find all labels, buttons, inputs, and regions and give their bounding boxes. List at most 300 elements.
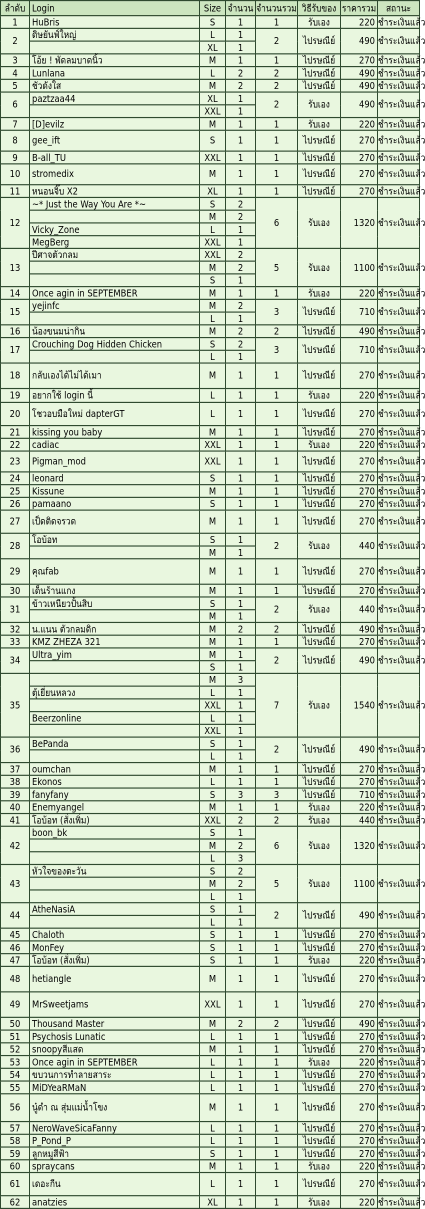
price-cell: 490 [341, 92, 378, 117]
qty-cell: 2 [226, 877, 256, 890]
login-name: Enemyangel [30, 801, 200, 814]
price-cell: 490 [341, 67, 378, 80]
login-name: Vicky_Zone [30, 223, 200, 236]
order-number: 56 [1, 1094, 30, 1122]
table-row [1, 151, 420, 164]
qty-cell: 2 [226, 839, 256, 852]
login-name: น้องขนมน่ากิน [30, 325, 200, 338]
size-cell: L [200, 1030, 226, 1043]
qty-cell: 2 [226, 197, 256, 210]
login-name: MonFey [30, 941, 200, 954]
order-number: 40 [1, 801, 30, 814]
table-row [1, 1122, 420, 1135]
payment-status-cell: ชำระเงินแล้ว [378, 117, 425, 130]
qty-cell: 1 [226, 597, 256, 610]
payment-status-cell: ชำระเงินแล้ว [378, 813, 425, 826]
login-name: คุณfab [30, 559, 200, 584]
size-cell: S [200, 1147, 226, 1160]
table-row [1, 597, 420, 610]
size-cell: M [200, 426, 226, 439]
order-number: 32 [1, 622, 30, 635]
order-number: 61 [1, 1173, 30, 1196]
order-number: 17 [1, 338, 30, 363]
size-cell: L [200, 852, 226, 865]
qty-cell: 1 [226, 966, 256, 991]
login-name: Beerzonline [30, 712, 200, 725]
order-number: 24 [1, 472, 30, 485]
price-cell: 270 [341, 1147, 378, 1160]
qty-cell: 1 [226, 350, 256, 363]
payment-status-cell: ชำระเงินแล้ว [378, 1134, 425, 1147]
qty-cell: 2 [226, 67, 256, 80]
login-name: โอบ้อท [30, 533, 200, 546]
price-cell: 490 [341, 622, 378, 635]
login-name [30, 724, 200, 737]
table-row [1, 451, 420, 472]
payment-status-cell: ชำระเงินแล้ว [378, 402, 420, 425]
order-number: 1 [1, 16, 30, 29]
price-cell: 490 [341, 28, 378, 53]
order-number: 11 [1, 185, 30, 198]
qty-cell: 1 [226, 426, 256, 439]
table-row [1, 197, 420, 210]
total-qty-cell: 1 [256, 928, 298, 941]
price-cell: 220 [341, 118, 378, 131]
qty-cell: 1 [226, 903, 256, 916]
delivery-method-cell: ไปรษณีย์ [298, 635, 341, 648]
delivery-method-cell: รับเอง [298, 1056, 341, 1069]
price-cell: 1100 [341, 248, 378, 286]
payment-status-cell: ชำระเงินแล้ว [378, 28, 420, 53]
order-number: 43 [1, 864, 30, 902]
total-qty-cell: 2 [256, 67, 298, 80]
payment-status-cell: ชำระเงินแล้ว [378, 472, 425, 484]
order-number: 28 [1, 533, 30, 558]
delivery-method-cell: ไปรษณีย์ [298, 1081, 341, 1094]
delivery-method-cell: ไปรษณีย์ [298, 648, 341, 673]
login-name: fanyfany [30, 788, 200, 801]
login-name: leonard [30, 472, 200, 485]
qty-cell: 1 [226, 41, 256, 54]
price-cell: 270 [341, 928, 378, 941]
payment-status-cell: ชำระเงินแล้ว [378, 1081, 425, 1093]
qty-cell: 1 [226, 151, 256, 164]
qty-cell: 1 [226, 1122, 256, 1135]
total-qty-cell: 2 [256, 92, 298, 117]
delivery-method-cell: ไปรษณีย์ [298, 1030, 341, 1043]
total-qty-cell: 6 [256, 826, 298, 864]
payment-status-cell: ชำระเงินแล้ว [378, 130, 420, 151]
size-cell: M [200, 635, 226, 648]
delivery-method-cell: รับเอง [298, 864, 341, 902]
price-cell: 270 [341, 584, 378, 597]
order-number: 12 [1, 197, 30, 248]
qty-cell: 1 [226, 1173, 256, 1196]
payment-status-cell: ชำระเงินแล้ว [378, 648, 420, 673]
size-cell: L [200, 686, 226, 699]
size-cell: XL [200, 185, 226, 198]
payment-status-cell: ชำระเงินแล้ว [378, 941, 425, 953]
table-row [1, 426, 420, 439]
total-qty-cell: 1 [256, 130, 298, 151]
price-cell: 270 [341, 1122, 378, 1135]
table-row [1, 185, 420, 198]
login-name: cadiac [30, 438, 200, 451]
login-name: โชวอบมือใหม่ dapterGT [30, 402, 200, 425]
size-cell: XXL [200, 151, 226, 164]
payment-status-cell: ชำระเงินแล้ว [378, 299, 420, 324]
delivery-method-cell: รับเอง [298, 826, 341, 864]
login-name: Ultra_yim [30, 648, 200, 661]
delivery-method-cell: ไปรษณีย์ [298, 485, 341, 498]
size-cell: L [200, 712, 226, 725]
size-cell: L [200, 389, 226, 403]
total-qty-cell: 1 [256, 1196, 298, 1209]
total-qty-cell: 3 [256, 338, 298, 363]
login-name: Pigman_mod [30, 451, 200, 472]
size-cell: XL [200, 41, 226, 54]
order-number: 22 [1, 438, 30, 451]
price-cell: 220 [341, 1196, 378, 1209]
price-cell: 270 [341, 363, 378, 388]
size-cell: S [200, 16, 226, 29]
price-cell: 490 [341, 737, 378, 762]
payment-status-cell: ชำระเงินแล้ว [378, 1055, 425, 1068]
price-cell: 220 [341, 1056, 378, 1069]
qty-cell: 1 [226, 164, 256, 185]
order-number: 38 [1, 775, 30, 788]
price-cell: 270 [341, 54, 378, 67]
delivery-method-cell: ไปรษณีย์ [298, 1043, 341, 1056]
qty-cell: 1 [226, 451, 256, 472]
order-number: 23 [1, 451, 30, 472]
login-name: spraycans [30, 1160, 200, 1173]
qty-cell: 1 [226, 928, 256, 941]
table-row [1, 1081, 420, 1094]
total-qty-cell: 1 [256, 584, 298, 597]
size-cell: L [200, 223, 226, 236]
total-qty-cell: 1 [256, 775, 298, 788]
delivery-method-cell: รับเอง [298, 814, 341, 827]
order-number: 29 [1, 559, 30, 584]
delivery-method-cell: รับเอง [298, 16, 341, 29]
qty-cell: 1 [226, 1160, 256, 1173]
size-cell: S [200, 941, 226, 954]
delivery-method-cell: รับเอง [298, 954, 341, 967]
table-row [1, 788, 420, 801]
order-number: 39 [1, 788, 30, 801]
delivery-method-cell: รับเอง [298, 1160, 341, 1173]
total-qty-cell: 1 [256, 559, 298, 584]
size-cell: L [200, 1081, 226, 1094]
order-number: 2 [1, 28, 30, 53]
qty-cell: 1 [226, 363, 256, 388]
qty-cell: 1 [226, 28, 256, 41]
payment-status-cell: ชำระเงินแล้ว [378, 992, 420, 1017]
login-name: นู๋ดำ ณ สุ่มแม่น้ำโขง [30, 1094, 200, 1122]
qty-cell: 1 [226, 274, 256, 287]
size-cell: XXL [200, 438, 226, 451]
qty-cell: 3 [226, 852, 256, 865]
price-cell: 710 [341, 299, 378, 324]
qty-cell: 1 [226, 472, 256, 485]
price-cell: 220 [341, 438, 378, 451]
size-cell: M [200, 801, 226, 814]
payment-status-cell: ชำระเงินแล้ว [378, 164, 420, 185]
size-cell: S [200, 533, 226, 546]
total-qty-cell: 2 [256, 28, 298, 53]
qty-cell: 1 [226, 1094, 256, 1122]
size-cell: S [200, 274, 226, 287]
total-qty-cell: 1 [256, 287, 298, 300]
size-cell: M [200, 877, 226, 890]
order-number: 20 [1, 402, 30, 425]
size-cell: S [200, 928, 226, 941]
qty-cell: 2 [226, 622, 256, 635]
table-row [1, 497, 420, 510]
total-qty-cell: 6 [256, 197, 298, 248]
size-cell: S [200, 197, 226, 210]
order-number: 48 [1, 966, 30, 991]
login-name [30, 839, 200, 852]
table-row [1, 338, 420, 351]
price-cell: 270 [341, 966, 378, 991]
price-cell: 1540 [341, 673, 378, 737]
login-name [30, 105, 200, 118]
delivery-method-cell: รับเอง [298, 801, 341, 814]
payment-status-cell: ชำระเงินแล้ว [378, 928, 425, 941]
table-row [1, 1134, 420, 1147]
payment-status-cell: ชำระเงินแล้ว [378, 953, 425, 966]
qty-cell: 1 [226, 236, 256, 249]
order-number: 50 [1, 1017, 30, 1030]
delivery-method-cell: ไปรษณีย์ [298, 325, 341, 338]
delivery-method-cell: ไปรษณีย์ [298, 1068, 341, 1081]
qty-cell: 1 [226, 763, 256, 776]
size-cell: M [200, 1017, 226, 1030]
delivery-method-cell: รับเอง [298, 438, 341, 451]
size-cell: M [200, 79, 226, 92]
total-qty-cell: 5 [256, 248, 298, 286]
total-qty-cell: 1 [256, 151, 298, 164]
price-cell: 270 [341, 402, 378, 425]
table-row [1, 559, 420, 584]
price-cell: 270 [341, 941, 378, 954]
table-row [1, 903, 420, 916]
payment-status-cell: ชำระเงินแล้ว [378, 1160, 425, 1172]
order-number: 35 [1, 673, 30, 737]
total-qty-cell: 2 [256, 1017, 298, 1030]
delivery-method-cell: ไปรษณีย์ [298, 79, 341, 92]
order-number: 15 [1, 299, 30, 324]
header-row [1, 1, 420, 16]
size-cell: L [200, 775, 226, 788]
size-cell: XXL [200, 992, 226, 1017]
delivery-method-cell: รับเอง [298, 248, 341, 286]
qty-cell: 1 [226, 635, 256, 648]
size-cell: M [200, 1043, 226, 1056]
size-cell: S [200, 130, 226, 151]
qty-cell: 1 [226, 92, 256, 105]
delivery-method-cell: ไปรษณีย์ [298, 1134, 341, 1147]
order-number: 4 [1, 67, 30, 80]
table-row [1, 92, 420, 105]
qty-cell: 1 [226, 1147, 256, 1160]
order-number: 26 [1, 497, 30, 510]
login-name [30, 699, 200, 712]
table-row [1, 622, 420, 635]
size-cell: L [200, 67, 226, 80]
table-row [1, 826, 420, 839]
total-qty-cell: 2 [256, 622, 298, 635]
payment-status-cell: ชำระเงินแล้ว [378, 79, 425, 92]
login-name [30, 890, 200, 903]
size-cell: L [200, 28, 226, 41]
payment-status-cell: ชำระเงินแล้ว [378, 363, 420, 388]
qty-cell: 2 [226, 248, 256, 261]
login-name: โอ้ย ! พัดลมบาดนิ้ว [30, 54, 200, 67]
size-cell: L [200, 1134, 226, 1147]
table-row [1, 54, 420, 67]
qty-cell: 1 [226, 686, 256, 699]
price-cell: 270 [341, 1094, 378, 1122]
delivery-method-cell: รับเอง [298, 597, 341, 622]
login-name: kissing you baby [30, 426, 200, 439]
size-cell: XXL [200, 699, 226, 712]
order-number: 60 [1, 1160, 30, 1173]
login-name [30, 877, 200, 890]
total-qty-cell: 1 [256, 1068, 298, 1081]
total-qty-cell: 2 [256, 814, 298, 827]
price-cell: 270 [341, 497, 378, 510]
total-qty-cell: 1 [256, 497, 298, 510]
payment-status-cell: ชำระเงินแล้ว [378, 801, 425, 813]
price-cell: 270 [341, 1134, 378, 1147]
table-row [1, 438, 420, 451]
login-name: โอบ้อท (สั่งเพิ่ม) [30, 954, 200, 967]
total-qty-cell: 1 [256, 185, 298, 198]
qty-cell: 1 [226, 559, 256, 584]
price-cell: 270 [341, 635, 378, 648]
payment-status-cell: ชำระเงินแล้ว [378, 788, 425, 800]
login-name [30, 750, 200, 763]
delivery-method-cell: ไปรษณีย์ [298, 622, 341, 635]
delivery-method-cell: ไปรษณีย์ [298, 338, 341, 363]
price-cell: 490 [341, 648, 378, 673]
login-name [30, 546, 200, 559]
price-cell: 270 [341, 451, 378, 472]
size-cell: M [200, 1160, 226, 1173]
login-name: ตุ้เยี่ยนหลวง [30, 686, 200, 699]
header-no: ลำดับ [1, 1, 30, 16]
table-row [1, 941, 420, 954]
total-qty-cell: 1 [256, 1056, 298, 1069]
login-name: KMZ ZHEZA 321 [30, 635, 200, 648]
total-qty-cell: 1 [256, 1094, 298, 1122]
payment-status-cell: ชำระเงินแล้ว [378, 622, 425, 635]
qty-cell: 1 [226, 1056, 256, 1069]
size-cell: M [200, 559, 226, 584]
size-cell: M [200, 510, 226, 533]
qty-cell: 3 [226, 673, 256, 686]
size-cell: M [200, 673, 226, 686]
size-cell: L [200, 750, 226, 763]
qty-cell: 1 [226, 661, 256, 674]
login-name: MrSweetjams [30, 992, 200, 1017]
payment-status-cell: ชำระเงินแล้ว [378, 1196, 425, 1208]
size-cell: XXL [200, 236, 226, 249]
login-name: B-all_TU [30, 151, 200, 164]
price-cell: 270 [341, 1081, 378, 1094]
header-login: Login [30, 1, 200, 16]
login-name: snoopyสีแสด [30, 1043, 200, 1056]
login-name [30, 274, 200, 287]
price-cell: 710 [341, 788, 378, 801]
total-qty-cell: 1 [256, 992, 298, 1017]
table-row [1, 801, 420, 814]
delivery-method-cell: รับเอง [298, 1196, 341, 1209]
delivery-method-cell: ไปรษณีย์ [298, 928, 341, 941]
size-cell: S [200, 864, 226, 877]
table-row [1, 164, 420, 185]
size-cell: L [200, 915, 226, 928]
payment-status-cell: ชำระเงินแล้ว [378, 338, 420, 363]
login-name: Psychosis Lunatic [30, 1030, 200, 1043]
table-row [1, 928, 420, 941]
total-qty-cell: 2 [256, 737, 298, 762]
table-row [1, 635, 420, 648]
delivery-method-cell: ไปรษณีย์ [298, 941, 341, 954]
order-number: 36 [1, 737, 30, 762]
size-cell: XXL [200, 451, 226, 472]
size-cell: L [200, 312, 226, 325]
total-qty-cell: 2 [256, 597, 298, 622]
login-name: Ekonos [30, 775, 200, 788]
header-size: Size [200, 1, 226, 16]
order-number: 57 [1, 1122, 30, 1135]
payment-status-cell: ชำระเงินแล้ว [378, 66, 425, 79]
table-row [1, 402, 420, 425]
qty-cell: 2 [226, 299, 256, 312]
order-number: 45 [1, 928, 30, 941]
size-cell: S [200, 338, 226, 351]
payment-status-cell: ชำระเงินแล้ว [378, 673, 420, 737]
size-cell: L [200, 1068, 226, 1081]
total-qty-cell: 1 [256, 426, 298, 439]
table-row [1, 954, 420, 967]
total-qty-cell: 2 [256, 79, 298, 92]
qty-cell: 2 [226, 1017, 256, 1030]
payment-status-cell: ชำระเงินแล้ว [378, 826, 420, 864]
price-cell: 270 [341, 775, 378, 788]
size-cell: M [200, 584, 226, 597]
table-row [1, 389, 420, 403]
order-number: 41 [1, 814, 30, 827]
price-cell: 270 [341, 151, 378, 164]
table-row [1, 118, 420, 131]
payment-status-cell: ชำระเงินแล้ว [378, 597, 420, 622]
payment-status-cell: ชำระเงินแล้ว [378, 484, 425, 497]
qty-cell: 1 [226, 438, 256, 451]
order-number: 30 [1, 584, 30, 597]
table-row [1, 775, 420, 788]
price-cell: 270 [341, 1030, 378, 1043]
order-number: 13 [1, 248, 30, 286]
price-cell: 270 [341, 164, 378, 185]
payment-status-cell: ชำระเงินแล้ว [378, 762, 425, 775]
total-qty-cell: 1 [256, 402, 298, 425]
login-name: anatzies [30, 1196, 200, 1209]
